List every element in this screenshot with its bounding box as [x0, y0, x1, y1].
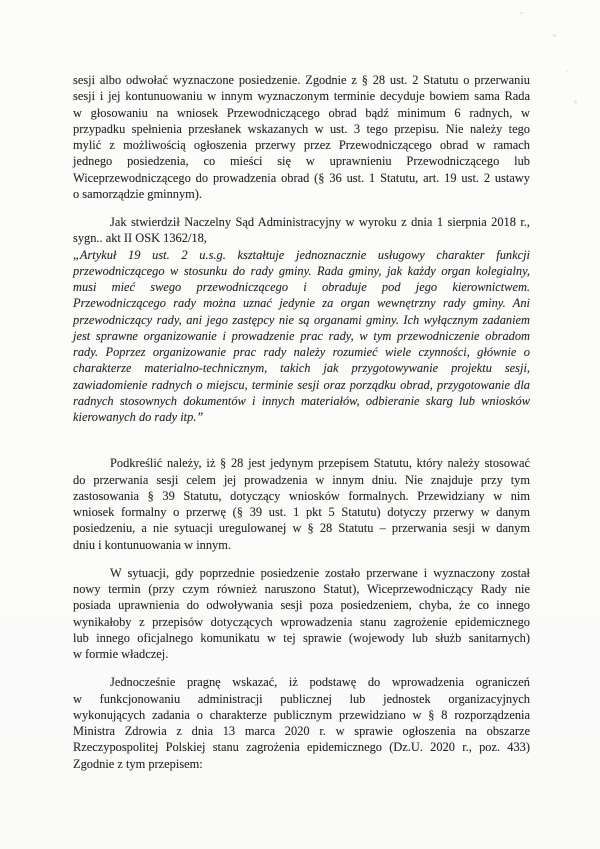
text-line: Ministra Zdrowia z dnia 13 marca 2020 r. w sprawie ogłoszenia na obszarze: [73, 724, 530, 738]
text-line: o samorządzie gminnym).: [73, 186, 203, 201]
paragraph-p1-przerwanie-sesji: [73, 72, 530, 202]
text-line: w funkcjonowaniu administracji publicznej lub jednostek organizacyjnych: [73, 691, 530, 706]
text-line: musi mieć swego przewodniczącego i obraduje pod jego kierownictwem.: [73, 280, 530, 294]
document-text: [73, 72, 530, 772]
text-line: wykonujących zadania o charakterze publicznym przewidziano w § 8 rozporządzenia: [73, 707, 530, 722]
paragraph-p4-podkreslic-nalezy: [73, 455, 530, 553]
text-line: przypadku spełnienia przesłanek wskazanych w ust. 3 tego przepisu. Nie należy tego: [73, 121, 530, 136]
text-line: posiedzeniu, a nie sytuacji uregulowanej w § 28 Statutu – przerwania sesji w danym: [73, 521, 530, 536]
scan-speck: [520, 12, 523, 14]
text-line: zawiadomienie radnych o miejscu, terminie sesji oraz porządku obrad, przygotowanie dla: [73, 377, 530, 392]
text-line: sesji albo odwołać wyznaczone posiedzenie. Zgodnie z § 28 ust. 2 Statutu o przerwaniu: [73, 73, 530, 87]
text-line: Podkreślić należy, iż § 28 jest jedynym przepisem Statutu, który należy stosować: [110, 456, 530, 471]
text-line: Jak stwierdził Naczelny Sąd Administracyjny w wyroku z dnia 1 sierpnia 2018 r.,: [110, 215, 530, 229]
text-line: jednego posiedzenia, co mieści się w uprawnieniu Przewodniczącego lub: [73, 154, 530, 169]
text-line: „Artykuł 19 ust. 2 u.s.g. kształtuje jednoznacznie usługowy charakter funkcji: [73, 247, 530, 262]
text-line: nowy termin (przy czym również naruszono Statut), Wiceprzewodniczący Rady nie: [73, 582, 530, 596]
scan-speck: [574, 100, 577, 104]
text-line: lub innego oficjalnego komunikatu w tej sprawie (wojewody lub służb sanitarnych): [73, 630, 530, 645]
text-line: radnych stosownych dokumentów i innych materiałów, odbieranie skarg lub wniosków: [73, 393, 530, 408]
paragraph-p3-cytat-wyroku: [73, 247, 530, 426]
text-line: mylić z możliwością ogłoszenia przerwy przez Przewodniczącego obrad w ramach: [73, 138, 530, 152]
text-line: Wiceprzewodniczącego do prowadzenia obrad (§ 36 ust. 1 Statutu, art. 19 ust. 2 ustawy: [73, 170, 530, 185]
text-line: w głosowaniu na wniosek Przewodniczącego obrad bądź minimum 6 radnych, w: [73, 105, 530, 120]
text-line: w formie władczej.: [73, 647, 169, 661]
text-line: przewodniczący rady, ani jego zastępcy nie są organami gminy. Ich wyłącznym zadaniem: [73, 312, 530, 327]
text-line: do przerwania sesji celem jej prowadzenia w innym dniu. Nie znajduje przy tym: [73, 472, 530, 487]
paragraph-p5-w-sytuacji: [73, 565, 530, 663]
text-line: kierowanych do rady itp.”: [73, 410, 204, 424]
scan-speck: [566, 70, 568, 72]
text-line: Zgodnie z tym przepisem:: [73, 756, 203, 771]
text-line: charakterze materialno-technicznym, takich jak przygotowywanie projektu sesji,: [73, 361, 530, 376]
text-line: posiada uprawnienia do odwoływania sesji poza posiedzeniem, chyba, że co innego: [73, 598, 530, 613]
text-line: wniosek formalny o przerwę (§ 39 ust. 1 pkt 5 Statutu) dotyczy przerwy w danym: [73, 505, 530, 519]
text-line: wynikałoby z przepisów dotyczących wprowadzenia stanu zagrożenie epidemicznego: [73, 614, 530, 629]
text-line: zastosowania § 39 Statutu, dotyczący wniosków formalnych. Przewidziany w nim: [73, 488, 530, 503]
paragraph-p2-wyrok-nsa: [73, 214, 530, 247]
text-line: Przewodniczącego rady można uznać jedynie za organ wewnętrzny rady gminy. Ani: [73, 296, 530, 311]
text-line: przewodniczącego w stosunku do rady gminy. Rada gminy, jak każdy organ kolegialny,: [73, 263, 530, 278]
text-line: W sytuacji, gdy poprzednie posiedzenie zostało przerwane i wyznaczony został: [110, 565, 530, 580]
text-line: sesji i jej kontunuowaniu w innym wyznaczonym terminie decyduje bowiem sama Rada: [73, 89, 530, 104]
paragraph-p6-jednoczesnie: [73, 674, 530, 772]
text-line: rady. Poprzez organizowanie prac rady należy rozumieć wiele czynności, głównie o: [73, 345, 530, 359]
scan-speck: [553, 34, 556, 37]
text-line: Jednocześnie pragnę wskazać, iż podstawę do wprowadzenia ograniczeń: [110, 675, 530, 690]
text-line: jest sprawne organizowanie i prowadzenie prac rady, w tym przewodniczenie obradom: [73, 328, 530, 343]
text-line: dniu i kontunuowania w innym.: [73, 537, 231, 552]
text-line: Rzeczypospolitej Polskiej stanu zagrożenia epidemicznego (Dz.U. 2020 r., poz. 433): [73, 740, 530, 755]
text-line: sygn.. akt II OSK 1362/18,: [73, 231, 207, 246]
